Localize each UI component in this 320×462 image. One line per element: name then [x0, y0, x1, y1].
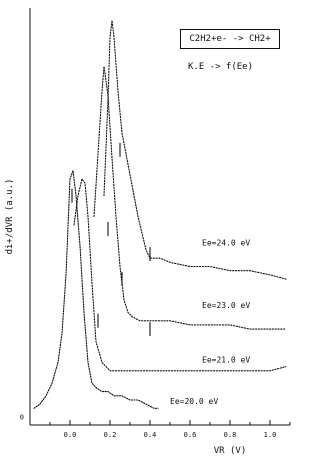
series-line: [104, 21, 286, 280]
series-label: Ee=24.0 eV: [202, 238, 251, 248]
x-tick-label: 0.2: [103, 431, 117, 439]
series-label: Ee=23.0 eV: [202, 301, 251, 311]
y-tick-label: 0: [19, 413, 24, 422]
series-label: Ee=20.0 eV: [170, 397, 219, 407]
x-tick-label: 0.4: [143, 431, 157, 439]
x-tick-label: 0.6: [183, 431, 197, 439]
chart-ticks: [20, 414, 290, 439]
x-axis-label: VR (V): [213, 446, 247, 456]
x-tick-label: 0.0: [63, 431, 77, 439]
x-tick-label: 0.8: [223, 431, 237, 439]
chart-subtitle: K.E -> f(Ee): [188, 62, 254, 72]
reaction-annotation: C2H2+e- -> CH2+: [180, 29, 280, 49]
series-line: [94, 66, 286, 329]
y-axis-label: di+/dVR (a.u.): [5, 178, 15, 255]
series-label: Ee=21.0 eV: [202, 355, 251, 365]
chart-labels: [5, 179, 250, 456]
series-line: [74, 179, 286, 371]
x-tick-label: 1.0: [263, 431, 277, 439]
series-line: [34, 171, 158, 409]
chart-series: [34, 21, 286, 409]
